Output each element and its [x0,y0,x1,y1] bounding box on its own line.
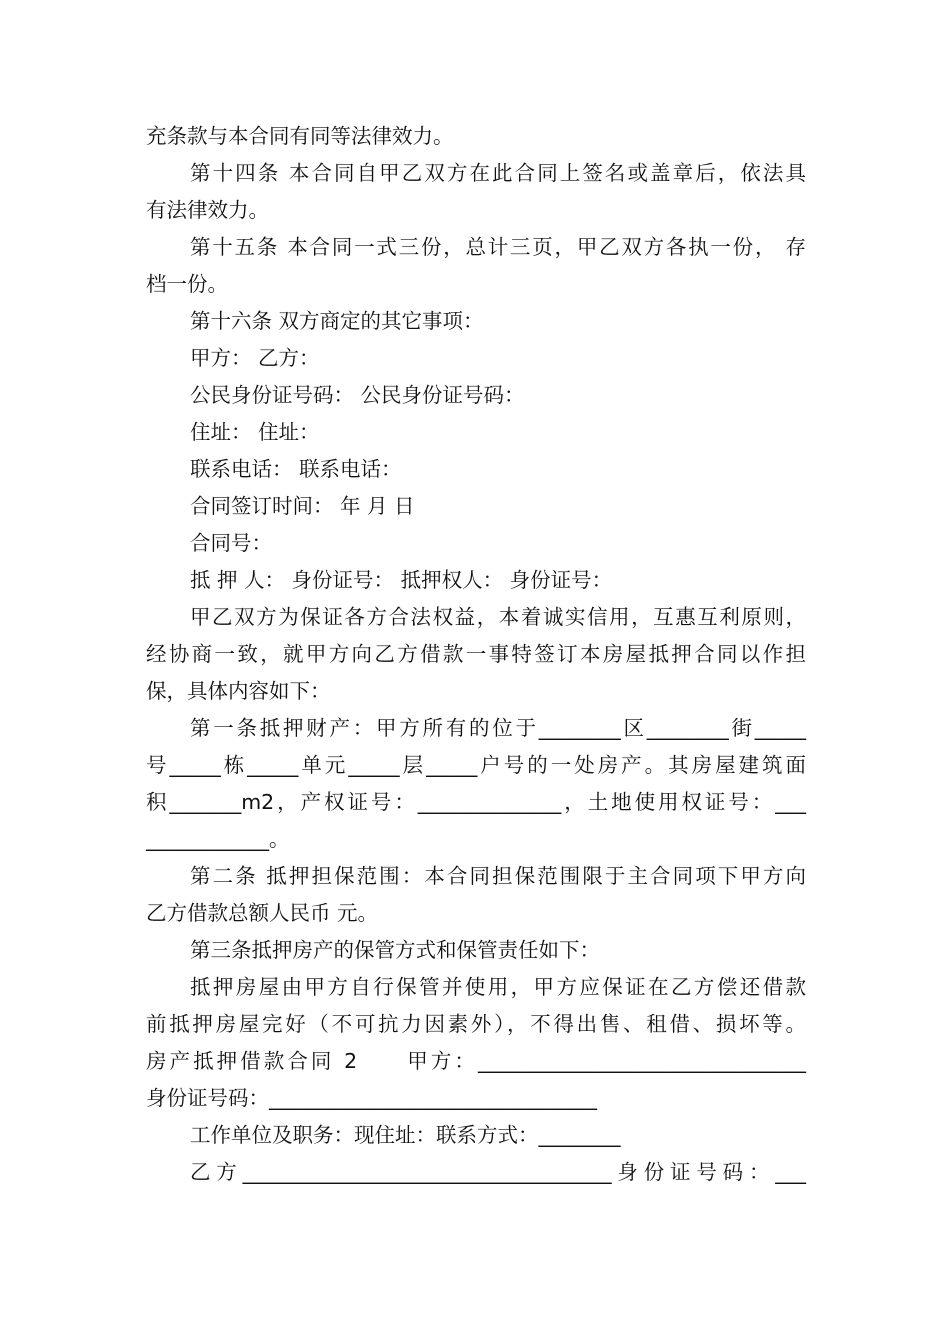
text-line: 甲乙双方为保证各方合法权益，本着诚实信用，互惠互利原则， [190,605,806,629]
text-line: 抵押房屋由甲方自行保管并使用，甲方应保证在乙方偿还借款 [190,975,806,999]
text-line: 第十四条 本合同自甲乙双方在此合同上签名或盖章后，依法具 [190,161,806,185]
text-line: 工作单位及职务：现住址：联系方式：________ [190,1123,621,1147]
text-line: 经协商一致，就甲方向乙方借款一事特签订本房屋抵押合同以作担 [146,642,806,666]
text-line: 有法律效力。 [146,198,269,222]
text-line: 档一份。 [146,272,228,296]
text-line: 乙方____________________________________身份证号码：___ [190,1160,806,1184]
text-line: 合同号： [190,531,272,555]
text-line: 抵 押 人： 身份证号： 抵押权人： 身份证号： [190,568,613,592]
text-line: 身份证号码：________________________________ [146,1086,597,1110]
text-line: 甲方： 乙方： [190,346,320,370]
text-line: 第一条抵押财产：甲方所有的位于________区________街_____ [190,716,806,740]
text-line: 住址： 住址： [190,420,320,444]
text-line: 充条款与本合同有同等法律效力。 [146,124,454,148]
text-line: 联系电话： 联系电话： [190,457,402,481]
text-line: 保，具体内容如下： [146,679,331,703]
text-line: 第十六条 双方商定的其它事项： [190,309,484,333]
text-line: 第二条 抵押担保范围：本合同担保范围限于主合同项下甲方向 [190,864,806,888]
text-line: 号_____栋_____单元_____层_____户号的一处房产。其房屋建筑面 [146,753,806,777]
text-line: 乙方借款总额人民币 元。 [146,901,379,925]
text-line: 积_______m2，产权证号：______________，土地使用权证号：___ [146,790,806,814]
text-line: 第十五条 本合同一式三份，总计三页，甲乙双方各执一份， 存 [190,235,806,259]
text-line: 公民身份证号码： 公民身份证号码： [190,383,525,407]
text-line: 房产抵押借款合同 2 甲方：________________________________ [146,1049,806,1073]
text-line: 前抵押房屋完好（不可抗力因素外），不得出售、租借、损坏等。 [146,1012,806,1036]
text-line: 第三条抵押房产的保管方式和保管责任如下： [190,938,600,962]
text-line: ____________。 [146,827,290,851]
text-line: 合同签订时间： 年 月 日 [190,494,415,518]
